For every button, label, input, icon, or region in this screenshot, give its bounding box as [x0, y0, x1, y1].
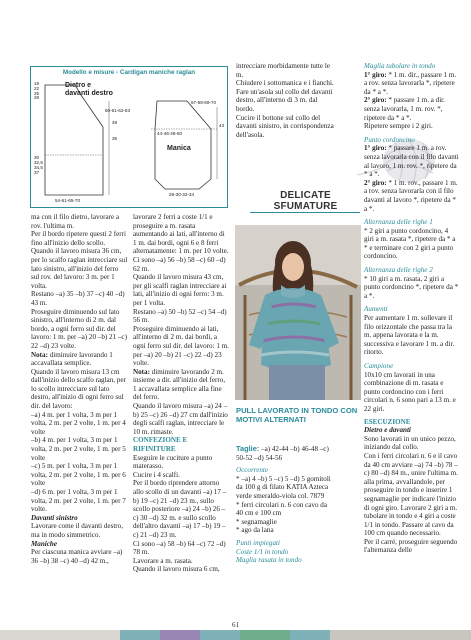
- paragraph: Nota: diminuire lavorando 1 accavallata semplice.: [31, 350, 113, 368]
- list-item: * –a) 4 –b) 5 –c) 5 –d) 5 gomitoli da 100 g di filato KATIA Azteca verde smeraldo-viola col. 7879: [236, 474, 331, 500]
- text-column-1: [31, 213, 128, 565]
- page-number: 61: [232, 621, 239, 629]
- stitch-name: Alternanza delle righe 1: [364, 218, 433, 227]
- stitch-name: Aumenti: [364, 305, 388, 314]
- width-measure: 54-61-65-70: [55, 198, 81, 203]
- sleeve-side-measure: 43: [219, 123, 225, 128]
- paragraph: Per il carré, proseguire seguendo l'alternanza delle: [364, 537, 458, 555]
- knit-texture-strip: [0, 630, 471, 640]
- paragraph: Eseguire le cuciture a punto materasso.: [133, 453, 213, 471]
- section-heading: Maniche: [31, 539, 58, 548]
- section-heading: CONFEZIONE E RIFINITURE: [133, 436, 188, 454]
- paragraph: –a) 4 m. per 1 volta, 3 m per 1 volta, 2 m. per 2 volte, 1 m. per 4 volte: [31, 410, 126, 436]
- paragraph: * 2 giri a punto cordoncino, 4 giri a m. rasata *, ripetere da * a * e terminare con 2 giri a punto cordoncino.: [364, 226, 456, 261]
- text-column-4: [364, 62, 459, 555]
- paragraph: lavorare 2 ferri a coste 1/1 e proseguire a m. rasata aumentando ai lati, all'interno di 1 m. dai bordi, ogni 6 e 8 ferri alternatamente: 1 m. per 10 volte.: [133, 213, 229, 256]
- paragraph: Per aumentare 1 m. sollevare il filo orizzontale che passa tra la m. appena lavorata e la m. successiva e lavorare 1 m. a dir. ritorto.: [364, 314, 455, 357]
- model-photo: [235, 225, 361, 400]
- paragraph: –b) 4 m. per 1 volta, 3 m per 1 volta, 2 m. per 2 volte, 1 m. per 5 volte: [31, 436, 126, 462]
- paragraph: Quando il lavoro misura –a) 24 –b) 25 –c) 26 –d) 27 cm dall'inizio degli scalfi raglan, intrecciare le 10 m. rimaste.: [133, 402, 228, 436]
- paragraph: 10x10 cm lavorati in una combinazione di m. rasata e punto cordoncino con i ferri circolari n. 6 sono pari a 13 m. e 22 giri.: [364, 370, 456, 413]
- paragraph: –d) 6 m. per 1 volta, 3 m per 1 volta, 2 m. per 2 volte, 1 m. per 7 volte.: [31, 488, 126, 514]
- paragraph: 1° giro: * 1 m. dir., passare 1 m. a rov. senza lavorarla *, ripetere da * a *.: [364, 70, 457, 96]
- paragraph: Lavorare a m. rasata.: [133, 556, 193, 565]
- subsection-heading: Dietro e davanti: [364, 426, 411, 435]
- feature-title: DELICATE SFUMATURE: [273, 190, 338, 212]
- paragraph: Fare un'asola sul collo del davanti destro, all'interno di 3 m. dal bordo.: [236, 87, 333, 113]
- section-heading: ESECUZIONE: [364, 417, 411, 426]
- paragraph: –c) 5 m. per 1 volta, 3 m per 1 volta, 2 m. per 2 volte, 1 m. per 6 volte: [31, 462, 126, 488]
- paragraph: Proseguire diminuendo sul lato sinistro, all'interno di 2 m. dal bordo, a ogni ferro sul dir. del lavoro: 1 m. per –a) 20 –b) 21 –c) 22 –d) 23 volte.: [31, 307, 127, 350]
- sleeve-bottom-measure: 28-30-32-34: [169, 192, 195, 197]
- text-column-2: [133, 213, 230, 574]
- paragraph: 2° giro: * passare 1 m. a dir. senza lavorarla, 1 m. rov. *, ripetere da * a *.: [364, 96, 445, 122]
- middle-measure: 35: [112, 136, 118, 141]
- stitch-name: Maglia tubolare in tondo: [364, 62, 436, 70]
- paragraph: Proseguire diminuendo ai lati, all'interno di 2 m. dai bordi, a ogni ferro sul dir. del lavoro: 1 m. per –a) 20 –b) 21 –c) 22 –d) 23 volte.: [133, 324, 229, 368]
- paragraph: intrecciare morbidamente tutte le m.: [236, 62, 330, 79]
- paragraph: Restano –a) 35 –b) 37 –c) 40 –d) 43 m.: [31, 290, 125, 307]
- schematic-drawing: [31, 67, 227, 207]
- photo-caption: PULL LAVORATO IN TONDO CON MOTIVI ALTERNATI: [236, 406, 358, 424]
- paragraph: Sono lavorati in un unico pezzo, iniziando dal collo.: [364, 434, 456, 452]
- stitch-name: Punto cordoncino: [364, 135, 415, 144]
- list-item: * ferri circolari n. 6 con cavo da 40 cm e 100 cm: [236, 500, 327, 518]
- paragraph: Ci sono –a) 56 –b) 58 –c) 60 –d) 62 m.: [133, 255, 226, 273]
- paragraph: Lavorare come il davanti destro, ma in modo simmetrico.: [31, 522, 123, 539]
- paragraph: Chiudere i sottomanica e i fianchi.: [236, 79, 334, 88]
- list-item: * segnamaglie: [236, 517, 277, 526]
- paragraph: 2° giro: * 1 m. rov., passare 1 m. a rov. senza lavorarla con il filo davanti al lavoro *, ripetere da * a *.: [364, 178, 458, 213]
- stitch-name: Alternanza delle righe 2: [364, 266, 433, 275]
- paragraph: Cucire il bottone sul collo del davanti sinistro, in corrispondenza dell'asola.: [236, 113, 334, 139]
- paragraph: * 10 giri a m. rasata, 2 giri a punto cordoncino *, ripetere da * a *.: [364, 274, 459, 300]
- paragraph: Quando il lavoro misura 43 cm, per gli scalfi raglan intrecciare ai lati, all'inizio di ogni ferro: 3 m. per 1 volta.: [133, 273, 227, 307]
- paragraph: Taglie: –a) 42-44 –b) 46-48 –c) 50-52 –d) 54-56: [236, 444, 329, 462]
- paragraph: Ripetere sempre i 2 giri.: [364, 122, 433, 131]
- sleeve-top-measure: 67-68-69-70: [191, 100, 217, 105]
- back-front-outline: [45, 85, 103, 195]
- stitch-name: Campione: [364, 362, 394, 370]
- section-heading: Occorrente: [236, 466, 269, 475]
- stitch-name: Coste 1/1 in tondo: [236, 547, 289, 556]
- paragraph: Quando il lavoro misura 36 cm, per lo scalfo raglan intrecciare sul lato sinistro, all'inizio del ferro sul rov. del lavoro: 3 m. per 1 volta.: [31, 247, 128, 290]
- stitch-name: Maglia rasata in tondo: [236, 556, 302, 565]
- section-heading: Punti impiegati: [236, 538, 280, 547]
- paragraph: Per ciascuna manica avviare –a) 36 –b) 38 –c) 40 –d) 42 m.,: [31, 548, 123, 565]
- title-divider: [250, 212, 360, 213]
- pattern-diagram: [30, 66, 228, 208]
- paragraph: Con i ferri circolari n. 6 e il cavo da 40 cm avviare –a) 74 –b) 78 –c) 80 –d) 84 m., unire l'ultima m. alla prima, avvallandole, per proseguire in tondo e inserire 1 segnamaglie per indicare l'inizio di ogni giro. Lavorare 2 giri a m. tubolare in tondo e 4 giri a coste 1/1 in tondo. Passare al cavo da 100 cm quando necessario.: [364, 451, 458, 538]
- paragraph: Ci sono –a) 58 –b) 64 –c) 72 –d) 78 m.: [133, 539, 226, 557]
- paragraph: Per il bordo riprendere attorno allo scollo di un davanti –a) 17 –b) 19 –c) 21 –d) 23 m., sullo scollo posteriore –a) 24 –b) 26 –c) 30 –d) 32 m. e sullo scollo dell'altro davanti –a) 17 –b) 19 –c) 21 –d) 23 m.: [133, 479, 227, 539]
- paragraph: Cucire i 4 scalfi.: [133, 470, 180, 479]
- diagram-title: Modello e misure - Cardigan maniche raglan: [62, 69, 196, 76]
- sleeve-label: Manica: [167, 145, 191, 152]
- side-measure: 49: [112, 120, 118, 125]
- list-item: * ago da lana: [236, 526, 274, 535]
- bottom-measure-stack: 30 32,5 34,5 37: [34, 155, 43, 175]
- paragraph: Nota: diminuire lavorando 2 m. insieme a dir. all'inizio del ferro, 1 accavallata semplice alla fine del ferro.: [133, 367, 226, 402]
- top-measure-stack: 19 22 25 28: [34, 81, 40, 101]
- paragraph: Restano –a) 50 –b) 52 –c) 54 –d) 56 m.: [133, 307, 227, 325]
- back-front-label: Dietro e davanti destro: [65, 82, 113, 97]
- paragraph: Quando il lavoro misura 13 cm dall'inizio dello scalfo raglan, per lo scollo intrecciare sul lato destro, all'inizio di ogni ferro sul dir. del lavoro:: [31, 367, 126, 411]
- sleeve-mid-measure: 44-46-48-50: [157, 131, 183, 136]
- paragraph: ma con il filo dietro, lavorare a rov. l'ultima m.: [31, 213, 120, 230]
- raglan-measure: 60-61-62-63: [105, 108, 131, 113]
- text-column-3-top: [236, 62, 334, 139]
- model-illustration: [235, 225, 361, 400]
- section-heading: Davanti sinistro: [31, 513, 78, 522]
- paragraph: Per il bordo ripetere questi 2 ferri fino all'inizio dello scollo.: [31, 230, 126, 247]
- paragraph: 1° giro: * passare 1 m. a rov. senza lavorarla con il filo davanti al lavoro, 1 m. rov. *, ripetere da * a *.: [364, 144, 459, 179]
- text-column-3-bottom: [236, 445, 334, 565]
- paragraph: Quando il lavoro misura 6 cm,: [133, 565, 220, 574]
